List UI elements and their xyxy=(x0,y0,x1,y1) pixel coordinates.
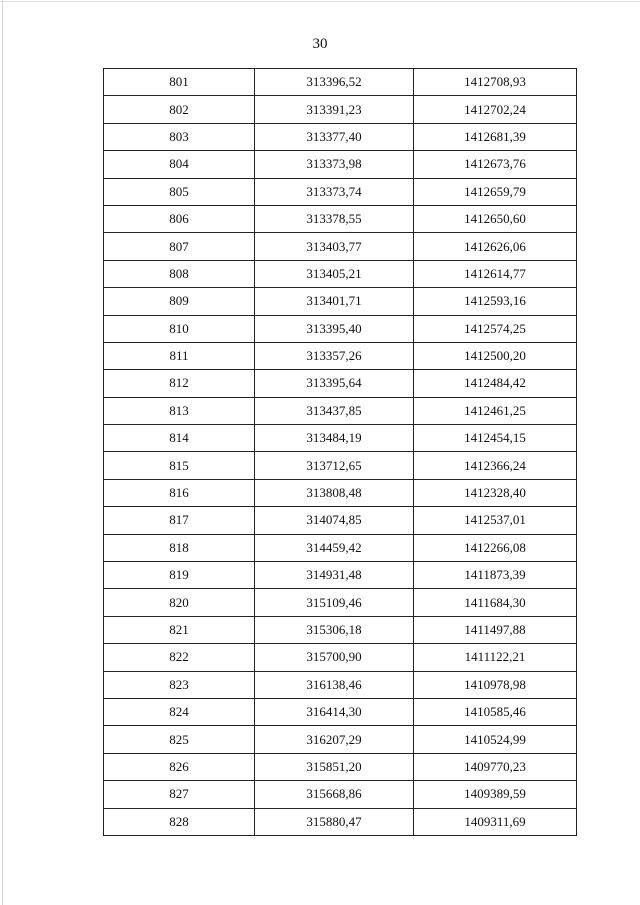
x-coordinate-cell: 315700,90 xyxy=(255,644,414,671)
y-coordinate-cell: 1412366,24 xyxy=(414,452,577,479)
x-coordinate-cell: 313391,23 xyxy=(255,96,414,123)
y-coordinate-cell: 1410524,99 xyxy=(414,726,577,753)
table-row xyxy=(104,644,577,671)
point-number-cell: 827 xyxy=(104,781,255,808)
point-number-cell: 806 xyxy=(104,205,255,232)
point-number-cell: 805 xyxy=(104,178,255,205)
point-number-cell: 808 xyxy=(104,260,255,287)
y-coordinate-cell: 1412593,16 xyxy=(414,288,577,315)
table-row xyxy=(104,425,577,452)
point-number-cell: 810 xyxy=(104,315,255,342)
point-number-cell: 812 xyxy=(104,370,255,397)
table-row xyxy=(104,781,577,808)
point-number-cell: 828 xyxy=(104,808,255,835)
table-row xyxy=(104,452,577,479)
y-coordinate-cell: 1412708,93 xyxy=(414,69,577,96)
x-coordinate-cell: 316138,46 xyxy=(255,671,414,698)
table-row xyxy=(104,479,577,506)
point-number-cell: 816 xyxy=(104,479,255,506)
table-row xyxy=(104,534,577,561)
table-row xyxy=(104,205,577,232)
point-number-cell: 802 xyxy=(104,96,255,123)
x-coordinate-cell: 314459,42 xyxy=(255,534,414,561)
table-row xyxy=(104,808,577,835)
x-coordinate-cell: 313437,85 xyxy=(255,397,414,424)
table-row xyxy=(104,315,577,342)
point-number-cell: 817 xyxy=(104,507,255,534)
x-coordinate-cell: 313403,77 xyxy=(255,233,414,260)
table-row xyxy=(104,397,577,424)
y-coordinate-cell: 1412650,60 xyxy=(414,205,577,232)
x-coordinate-cell: 315880,47 xyxy=(255,808,414,835)
y-coordinate-cell: 1411873,39 xyxy=(414,562,577,589)
table-row xyxy=(104,123,577,150)
coordinates-table-body xyxy=(104,69,577,836)
x-coordinate-cell: 313395,64 xyxy=(255,370,414,397)
x-coordinate-cell: 316207,29 xyxy=(255,726,414,753)
y-coordinate-cell: 1409770,23 xyxy=(414,753,577,780)
point-number-cell: 820 xyxy=(104,589,255,616)
x-coordinate-cell: 313373,98 xyxy=(255,151,414,178)
point-number-cell: 815 xyxy=(104,452,255,479)
point-number-cell: 818 xyxy=(104,534,255,561)
table-row xyxy=(104,753,577,780)
scan-edge-top xyxy=(0,1,640,2)
y-coordinate-cell: 1412626,06 xyxy=(414,233,577,260)
y-coordinate-cell: 1412484,42 xyxy=(414,370,577,397)
point-number-cell: 822 xyxy=(104,644,255,671)
table-row xyxy=(104,260,577,287)
x-coordinate-cell: 313373,74 xyxy=(255,178,414,205)
y-coordinate-cell: 1410585,46 xyxy=(414,698,577,725)
y-coordinate-cell: 1411684,30 xyxy=(414,589,577,616)
x-coordinate-cell: 313396,52 xyxy=(255,69,414,96)
x-coordinate-cell: 313484,19 xyxy=(255,425,414,452)
y-coordinate-cell: 1412454,15 xyxy=(414,425,577,452)
y-coordinate-cell: 1409389,59 xyxy=(414,781,577,808)
point-number-cell: 804 xyxy=(104,151,255,178)
x-coordinate-cell: 313401,71 xyxy=(255,288,414,315)
x-coordinate-cell: 313377,40 xyxy=(255,123,414,150)
point-number-cell: 803 xyxy=(104,123,255,150)
x-coordinate-cell: 313712,65 xyxy=(255,452,414,479)
table-row xyxy=(104,507,577,534)
table-row xyxy=(104,671,577,698)
coordinates-table xyxy=(103,68,577,836)
y-coordinate-cell: 1412614,77 xyxy=(414,260,577,287)
x-coordinate-cell: 313395,40 xyxy=(255,315,414,342)
point-number-cell: 821 xyxy=(104,616,255,643)
y-coordinate-cell: 1412461,25 xyxy=(414,397,577,424)
page-number: 30 xyxy=(312,36,328,52)
y-coordinate-cell: 1409311,69 xyxy=(414,808,577,835)
table-row xyxy=(104,342,577,369)
x-coordinate-cell: 314074,85 xyxy=(255,507,414,534)
point-number-cell: 819 xyxy=(104,562,255,589)
y-coordinate-cell: 1412500,20 xyxy=(414,342,577,369)
y-coordinate-cell: 1412328,40 xyxy=(414,479,577,506)
table-row xyxy=(104,616,577,643)
point-number-cell: 825 xyxy=(104,726,255,753)
point-number-cell: 809 xyxy=(104,288,255,315)
x-coordinate-cell: 314931,48 xyxy=(255,562,414,589)
table-row xyxy=(104,726,577,753)
point-number-cell: 814 xyxy=(104,425,255,452)
table-row xyxy=(104,96,577,123)
y-coordinate-cell: 1411122,21 xyxy=(414,644,577,671)
table-row xyxy=(104,233,577,260)
table-row xyxy=(104,288,577,315)
y-coordinate-cell: 1412266,08 xyxy=(414,534,577,561)
x-coordinate-cell: 316414,30 xyxy=(255,698,414,725)
x-coordinate-cell: 315851,20 xyxy=(255,753,414,780)
point-number-cell: 813 xyxy=(104,397,255,424)
x-coordinate-cell: 313357,26 xyxy=(255,342,414,369)
y-coordinate-cell: 1412574,25 xyxy=(414,315,577,342)
y-coordinate-cell: 1412659,79 xyxy=(414,178,577,205)
point-number-cell: 801 xyxy=(104,69,255,96)
table-row xyxy=(104,562,577,589)
table-row xyxy=(104,178,577,205)
x-coordinate-cell: 313808,48 xyxy=(255,479,414,506)
point-number-cell: 826 xyxy=(104,753,255,780)
table-row xyxy=(104,589,577,616)
x-coordinate-cell: 315306,18 xyxy=(255,616,414,643)
x-coordinate-cell: 315668,86 xyxy=(255,781,414,808)
point-number-cell: 824 xyxy=(104,698,255,725)
table-row xyxy=(104,370,577,397)
y-coordinate-cell: 1410978,98 xyxy=(414,671,577,698)
point-number-cell: 823 xyxy=(104,671,255,698)
y-coordinate-cell: 1412702,24 xyxy=(414,96,577,123)
point-number-cell: 811 xyxy=(104,342,255,369)
x-coordinate-cell: 315109,46 xyxy=(255,589,414,616)
x-coordinate-cell: 313378,55 xyxy=(255,205,414,232)
table-row xyxy=(104,69,577,96)
point-number-cell: 807 xyxy=(104,233,255,260)
y-coordinate-cell: 1412673,76 xyxy=(414,151,577,178)
y-coordinate-cell: 1412681,39 xyxy=(414,123,577,150)
table-row xyxy=(104,151,577,178)
y-coordinate-cell: 1411497,88 xyxy=(414,616,577,643)
x-coordinate-cell: 313405,21 xyxy=(255,260,414,287)
scan-edge-left xyxy=(2,0,3,905)
table-row xyxy=(104,698,577,725)
y-coordinate-cell: 1412537,01 xyxy=(414,507,577,534)
